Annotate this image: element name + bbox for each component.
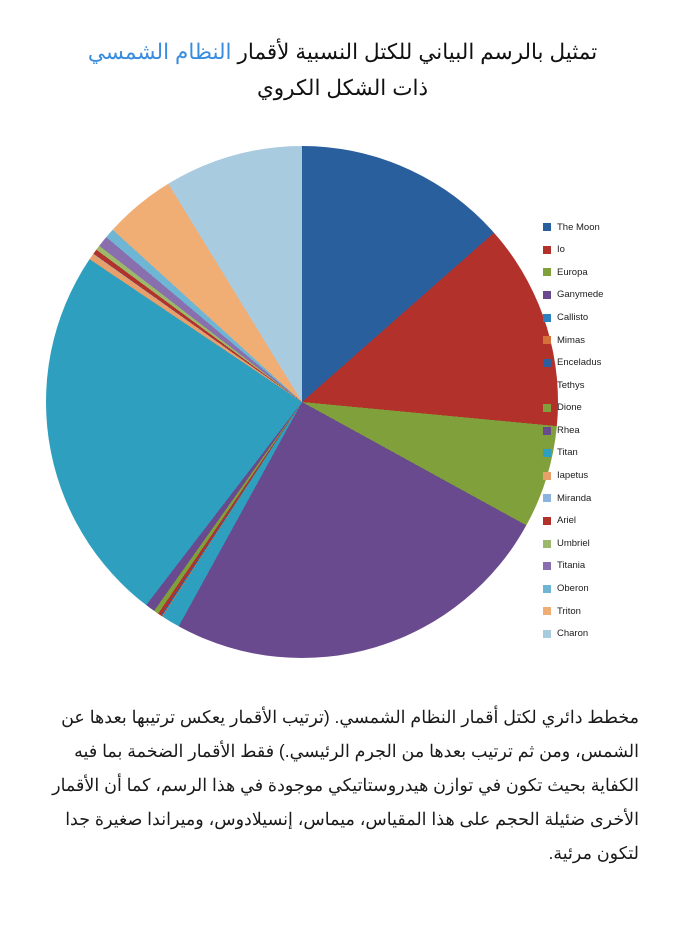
legend-item-label: Iapetus	[557, 470, 589, 482]
title-line-2: ذات الشكل الكروي	[256, 76, 429, 100]
chart-legend	[543, 216, 639, 645]
legend-item[interactable]	[543, 261, 639, 284]
legend-item[interactable]	[543, 578, 639, 601]
legend-item[interactable]	[543, 239, 639, 262]
pie-chart	[46, 146, 558, 658]
legend-swatch-icon	[543, 494, 551, 502]
chart-area	[0, 146, 685, 666]
legend-swatch-icon	[543, 517, 551, 525]
chart-caption: مخطط دائري لكتل أقمار النظام الشمسي. (ترتيب الأقمار يعكس ترتيبها بعدها عن الشمس، ومن ثم ترتيب بعدها من الجرم الرئيسي.) فقط الأقمار الضخمة بما فيه الكفاية بحيث تكون في توازن هيدروستاتيكي موجودة في هذا الرسم، كما أن الأقمار الأخرى ضئيلة الحجم على هذا المقياس، ميماس، إنسيلادوس، وميراندا صغيرة جدا لتكون مرئية.	[52, 707, 639, 863]
page-title	[0, 0, 685, 106]
legend-item-label: Mimas	[557, 334, 585, 346]
legend-swatch-icon	[543, 449, 551, 457]
title-text-before: تمثيل بالرسم البياني للكتل النسبية لأقمار	[231, 40, 598, 64]
legend-item-label: Oberon	[557, 583, 589, 595]
legend-swatch-icon	[543, 246, 551, 254]
legend-item[interactable]	[543, 487, 639, 510]
legend-swatch-icon	[543, 268, 551, 276]
legend-swatch-icon	[543, 562, 551, 570]
legend-item-label: Rhea	[557, 424, 580, 436]
legend-item-label: Charon	[557, 628, 589, 640]
legend-item-label: Enceladus	[557, 357, 602, 369]
legend-swatch-icon	[543, 291, 551, 299]
legend-item[interactable]	[543, 623, 639, 646]
legend-item[interactable]	[543, 284, 639, 307]
legend-item[interactable]	[543, 374, 639, 397]
legend-swatch-icon	[543, 630, 551, 638]
legend-item-label: Triton	[557, 605, 581, 617]
legend-item-label: Callisto	[557, 311, 589, 323]
legend-item[interactable]	[543, 419, 639, 442]
legend-swatch-icon	[543, 427, 551, 435]
legend-item[interactable]	[543, 555, 639, 578]
legend-item-label: Titania	[557, 560, 586, 572]
legend-swatch-icon	[543, 381, 551, 389]
legend-item[interactable]	[543, 465, 639, 488]
legend-swatch-icon	[543, 314, 551, 322]
title-line-1	[46, 34, 639, 70]
legend-item[interactable]	[543, 352, 639, 375]
legend-item[interactable]	[543, 600, 639, 623]
legend-swatch-icon	[543, 540, 551, 548]
legend-item[interactable]	[543, 216, 639, 239]
legend-item-label: Umbriel	[557, 537, 590, 549]
pie-slices[interactable]	[46, 146, 558, 658]
legend-item-label: Ariel	[557, 515, 577, 527]
legend-swatch-icon	[543, 359, 551, 367]
legend-item[interactable]	[543, 397, 639, 420]
legend-item-label: Europa	[557, 266, 588, 278]
legend-item-label: Dione	[557, 402, 582, 414]
legend-swatch-icon	[543, 223, 551, 231]
title-link[interactable]: النظام الشمسي	[87, 40, 232, 64]
legend-item[interactable]	[543, 510, 639, 533]
legend-swatch-icon	[543, 404, 551, 412]
legend-item-label: Miranda	[557, 492, 592, 504]
legend-item[interactable]	[543, 532, 639, 555]
legend-item[interactable]	[543, 329, 639, 352]
legend-item-label: Ganymede	[557, 289, 604, 301]
legend-item-label: The Moon	[557, 221, 600, 233]
legend-item-label: Io	[557, 244, 565, 256]
legend-swatch-icon	[543, 607, 551, 615]
legend-swatch-icon	[543, 585, 551, 593]
legend-item-label: Titan	[557, 447, 578, 459]
legend-item-label: Tethys	[557, 379, 585, 391]
legend-item[interactable]	[543, 306, 639, 329]
legend-swatch-icon	[543, 336, 551, 344]
legend-swatch-icon	[543, 472, 551, 480]
legend-item[interactable]	[543, 442, 639, 465]
